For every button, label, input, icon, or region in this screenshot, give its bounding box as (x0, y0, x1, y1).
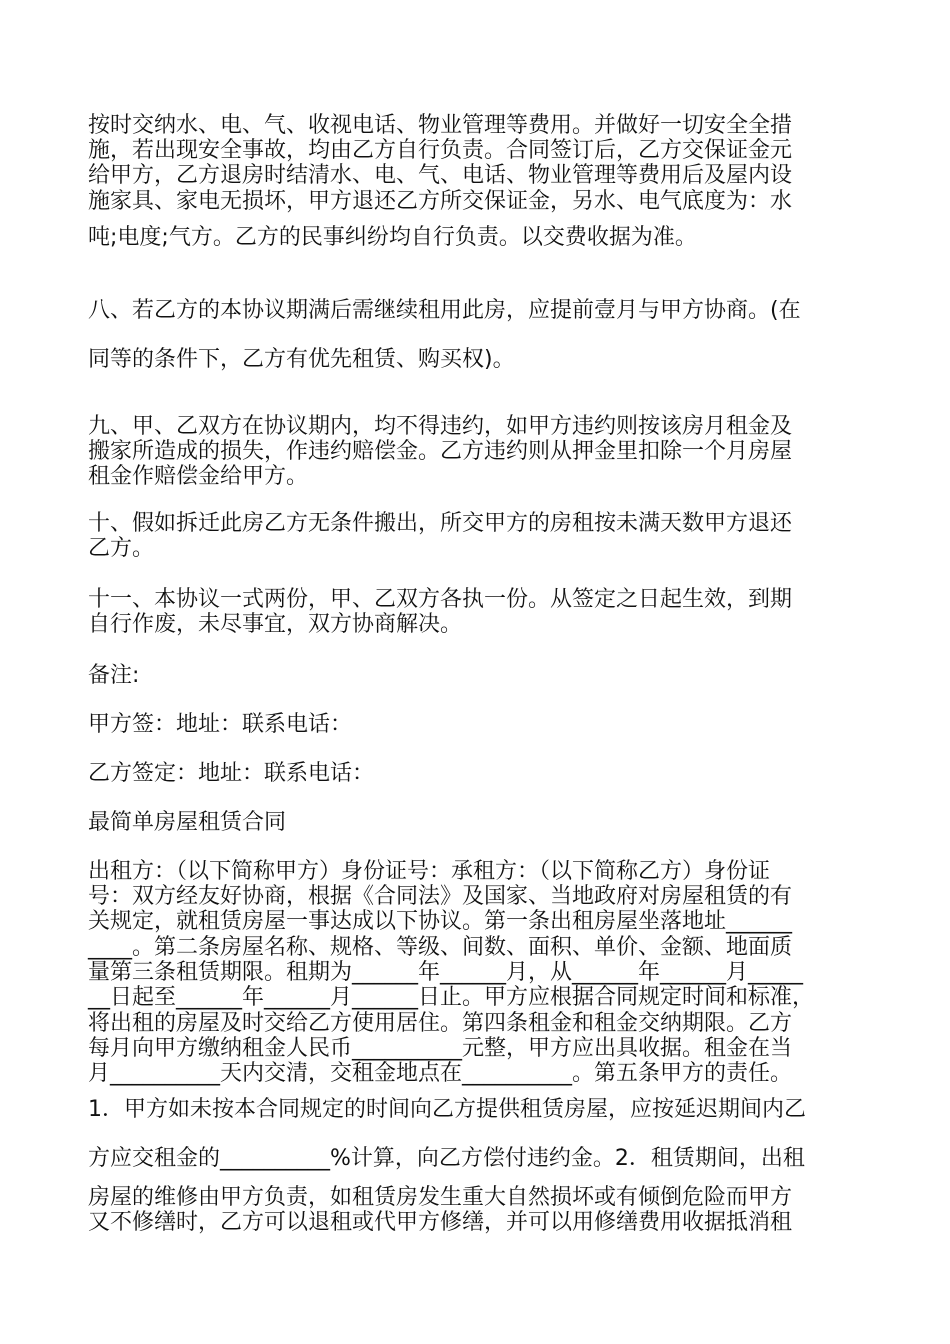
text-line: 号：双方经友好协商，根据《合同法》及国家、当地政府对房屋租赁的有 (88, 884, 793, 909)
text-line: 租金作赔偿金给甲方。 (88, 464, 309, 489)
text-line: 方应交租金的__________%计算，向乙方偿付违约金。2．租赁期间，出租 (88, 1146, 805, 1171)
text-line: 按时交纳水、电、气、收视电话、物业管理等费用。并做好一切安全全措 (88, 113, 793, 138)
text-line: 自行作废，未尽事宜，双方协商解决。 (88, 612, 463, 637)
party-a-signature-line: 甲方签：地址：联系电话： (88, 712, 353, 737)
text-line: 月__________天内交清，交租金地点在__________。第五条甲方的责任。 (88, 1061, 793, 1086)
text-line: 每月向甲方缴纳租金人民币__________元整，甲方应出具收据。租金在当 (88, 1036, 793, 1061)
text-line: 将出租的房屋及时交给乙方使用居住。第四条租金和租金交纳期限。乙方 (88, 1011, 793, 1036)
text-line: 十一、本协议一式两份，甲、乙双方各执一份。从签定之日起生效，到期 (88, 587, 793, 612)
text-line: 房屋的维修由甲方负责，如租赁房发生重大自然损坏或有倾倒危险而甲方 (88, 1185, 793, 1210)
text-line: 关规定，就租赁房屋一事达成以下协议。第一条出租房屋坐落地址______ (88, 909, 793, 934)
party-b-signature-line: 乙方签定：地址：联系电话： (88, 761, 375, 786)
text-line: 搬家所造成的损失，作违约赔偿金。乙方违约则从押金里扣除一个月房屋 (88, 439, 793, 464)
text-line: ____。第二条房屋名称、规格、等级、间数、面积、单价、金额、地面质 (88, 935, 793, 960)
text-line: __日起至______年______月______日止。甲方应根据合同规定时间和标准， (88, 985, 815, 1010)
text-line: 施，若出现安全事故，均由乙方自行负责。合同签订后，乙方交保证金元 (88, 138, 793, 163)
text-line: 十、假如拆迁此房乙方无条件搬出，所交甲方的房租按未满天数甲方退还 (88, 511, 793, 536)
contract-title: 最简单房屋租赁合同 (88, 810, 287, 835)
text-line: 又不修缮时，乙方可以退租或代甲方修缮，并可以用修缮费用收据抵消租 (88, 1210, 793, 1235)
remarks-label: 备注: (88, 663, 140, 688)
text-line: 乙方。 (88, 536, 155, 561)
text-line: 施家具、家电无损坏，甲方退还乙方所交保证金，另水、电气底度为：水 (88, 189, 793, 214)
text-line: 九、甲、乙双方在协议期内，均不得违约，如甲方违约则按该房月租金及 (88, 414, 793, 439)
text-line: 同等的条件下，乙方有优先租赁、购买权)。 (88, 347, 515, 372)
text-line: 吨;电度;气方。乙方的民事纠纷均自行负责。以交费收据为准。 (88, 225, 697, 250)
text-line: 量第三条租赁期限。租期为______年______月，从______年______月_____ (88, 960, 804, 985)
text-line: 八、若乙方的本协议期满后需继续租用此房，应提前壹月与甲方协商。(在 (88, 298, 801, 323)
text-line: 出租方：（以下简称甲方）身份证号：承租方：（以下简称乙方）身份证 (88, 859, 771, 884)
text-line: 1．甲方如未按本合同规定的时间向乙方提供租赁房屋，应按延迟期间内乙 (88, 1097, 806, 1122)
text-line: 给甲方，乙方退房时结清水、电、气、电话、物业管理等费用后及屋内设 (88, 163, 793, 188)
